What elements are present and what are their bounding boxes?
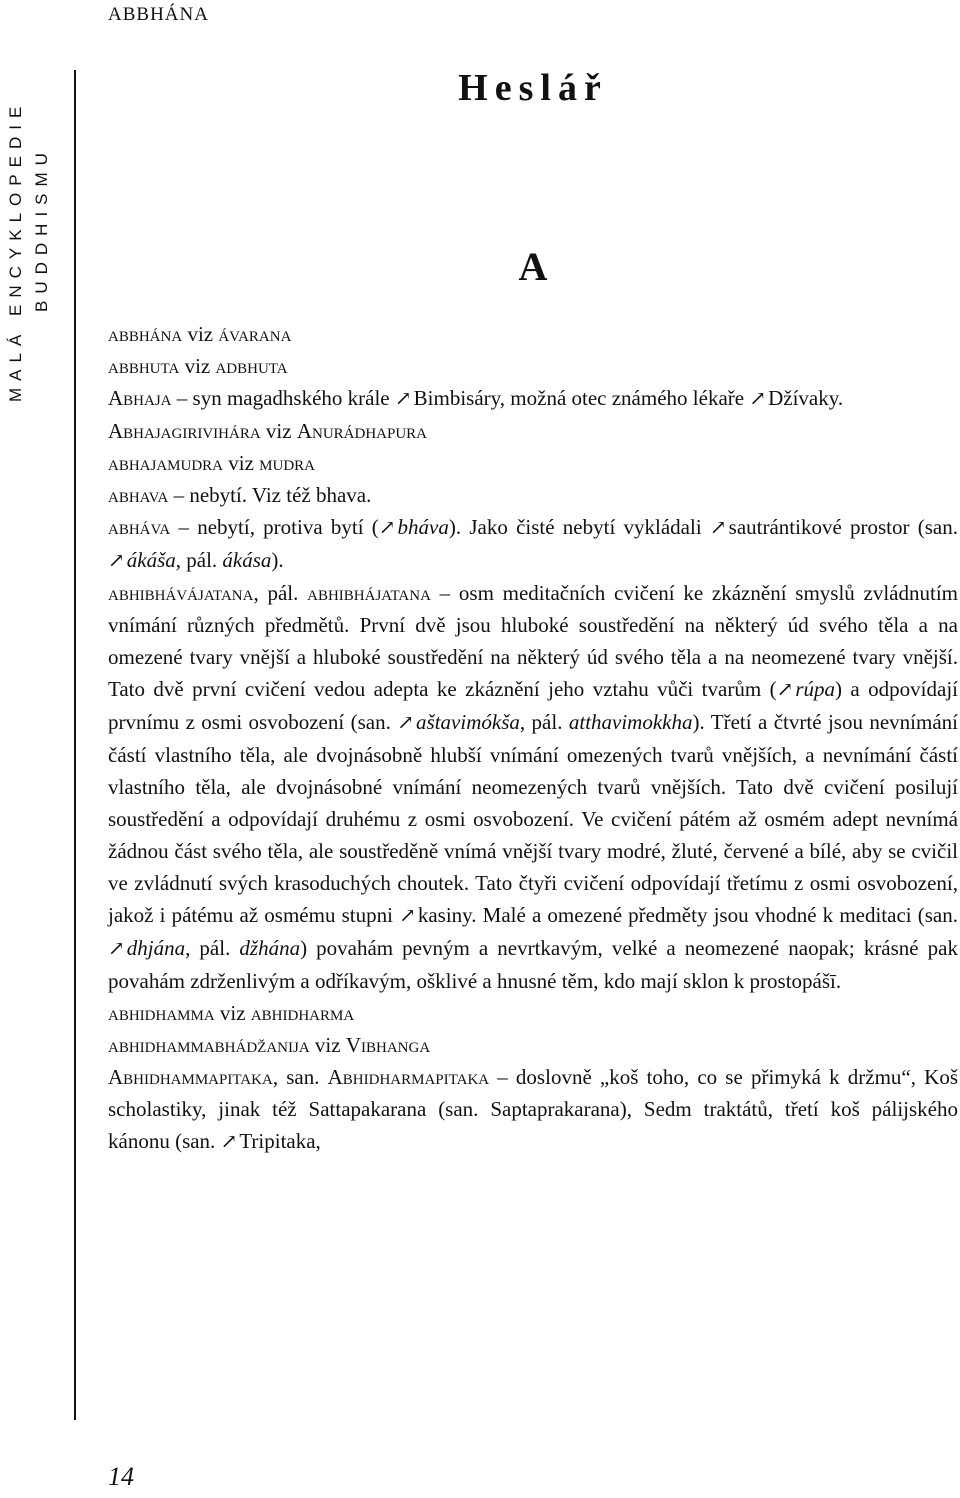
entry-abhaja [108, 382, 958, 415]
entry-headword: abhidhammabhádžanija [108, 1033, 310, 1057]
entry-term: bháva [397, 515, 449, 539]
cross-reference: mudra [259, 451, 316, 475]
entry-text: ). [271, 548, 284, 572]
cross-reference: Vibhanga [345, 1033, 431, 1057]
entry-text: Bimbisáry, možná otec známého lékaře [413, 386, 750, 410]
entry-term: rúpa [795, 677, 836, 701]
entry-text: , pál. [519, 710, 569, 734]
cross-reference: adbhuta [215, 354, 288, 378]
arrow-icon: ↗ [394, 388, 412, 410]
entry-abhidhammapitaka [108, 1061, 958, 1158]
arrow-icon: ↗ [108, 550, 125, 572]
arrow-icon: ↗ [108, 938, 125, 960]
entry-term: ákáša [126, 548, 176, 572]
entry-text: ). Jako čisté nebytí vykládali [448, 515, 710, 539]
entry-text: ) a odpovídají prvnímu z osmi osvobození (san. [108, 677, 958, 734]
arrow-icon: ↗ [378, 517, 396, 539]
running-head: ABBHÁNA [108, 4, 209, 25]
entry-text: sautrántikové prostor (san. [728, 515, 958, 539]
entry-abhajamudra [108, 447, 958, 479]
entry-headword: abbhuta [108, 354, 180, 378]
entry-abhidhamma [108, 997, 958, 1029]
side-title-line-2: BUDDHISMU [32, 146, 51, 312]
entry-abhava [108, 479, 958, 511]
entry-abhibhavajatana [108, 577, 958, 997]
entry-text: kasiny. Malé a omezené předměty jsou vhodné k meditaci (san. [417, 903, 958, 927]
section-letter: A [518, 244, 548, 289]
entry-text: Tripitaka, [239, 1129, 321, 1153]
entry-term: aštavimókša [416, 710, 520, 734]
entry-headword: Abhajagirivihára [108, 419, 261, 443]
arrow-icon: ↗ [397, 712, 415, 734]
entry-text: ) povahám pevným a nevrtkavým, velké a neomezené naopak; krásné pak povahám zdrženlivým a odříkavým, ošklivé a hnusné těm, kdo mají sklon k prostopášī. [108, 936, 959, 993]
entry-term: dhjána [126, 936, 186, 960]
entry-text: viz [223, 451, 260, 475]
cross-reference: Anurádhapura [296, 419, 428, 443]
entry-headword: Abhidhammapitaka [108, 1065, 273, 1089]
entry-abbhuta [108, 350, 958, 382]
entry-headword: abháva [108, 515, 171, 539]
entry-text: Džívaky. [768, 386, 844, 410]
entry-abhajagirivihara [108, 415, 958, 447]
entry-headword: Abhaja [108, 386, 172, 410]
cross-reference: ávarana [218, 322, 292, 346]
entries-list [108, 318, 958, 1158]
arrow-icon: ↗ [776, 679, 794, 701]
arrow-icon: ↗ [220, 1131, 238, 1153]
arrow-icon: ↗ [399, 905, 416, 927]
cross-reference: abhidharma [250, 1001, 355, 1025]
entry-abhava-2 [108, 511, 958, 577]
entry-headword-variant: Abhidharmapitaka [327, 1065, 490, 1089]
entry-term: džhána [239, 936, 301, 960]
entry-headword: abhibhávájatana [108, 581, 254, 605]
entry-term: ákása [222, 548, 272, 572]
entry-text: ). Třetí a čtvrté jsou nevnímání částí vlastního těla, ale dvojnásobně hlubší vnímání omezených tvarů vnějších, a nevnímání částí vlastního těla, ale dvojnásobné vnímání neomezených tvarů vnějších. Tato dvě cvičení posilují soustředění a odpovídají druhému z osmi osvobození. Ve cvičení pátém až osmém adept nevnímá žádnou část svého těla, ale soustředěně vnímá vnější tvary modré, žluté, červené a bílé, aby se cvičil ve zvládnutí svých krasoduchých choutek. Tato čtyři cvičení odpovídají třetímu z osmi osvobození, jakož i pátému až osmému stupni [108, 710, 959, 927]
entry-term: atthavimokkha [568, 710, 693, 734]
entry-text: viz [182, 322, 219, 346]
entry-text: viz [179, 354, 216, 378]
entry-text: viz [260, 419, 297, 443]
entry-text: , pál. [175, 548, 223, 572]
entry-headword: abbhána [108, 322, 183, 346]
entry-text: , san. [272, 1065, 328, 1089]
entry-text: – syn magadhského krále [171, 386, 395, 410]
entry-headword: abhajamudra [108, 451, 224, 475]
entry-text: – nebytí. Viz též bhava. [168, 483, 372, 507]
arrow-icon: ↗ [709, 517, 727, 539]
page-heading: Heslář [458, 67, 608, 109]
entry-text: viz [309, 1033, 346, 1057]
entry-headword-variant: abhibhájatana [307, 581, 431, 605]
vertical-rule [74, 70, 76, 1420]
entry-text: – osm meditačních cvičení ke zkáznění smyslů zvládnutím vnímání různých předmětů. První dvě jsou hluboké soustředění na některý úd svého těla a na omezené tvary vnější a hluboké soustředění na některý úd svého těla a na neomezené tvary vnější. Tato dvě první cvičení vedou adepta ke zkáznění jeho vztahu vůči tvarům ( [108, 581, 959, 701]
page-number: 14 [108, 1462, 134, 1491]
arrow-icon: ↗ [749, 388, 767, 410]
entry-text: – nebytí, protiva bytí ( [170, 515, 379, 539]
side-title [0, 50, 70, 410]
entry-headword: abhidhamma [108, 1001, 215, 1025]
entry-text: – doslovně „koš toho, co se přimyká k držmu“, Koš scholastiky, jinak též Sattapakarana (san. Saptaprakarana), Sedm traktátů, třetí koš pálijského kánonu (san. [108, 1065, 958, 1153]
entry-text: , pál. [185, 936, 240, 960]
entry-abbhana [108, 318, 958, 350]
entry-headword: abhava [108, 483, 169, 507]
entry-abhidhammabhadzanija [108, 1029, 958, 1061]
side-title-line-1: MALÁ ENCYKLOPEDIE [6, 99, 25, 402]
entry-text: viz [214, 1001, 251, 1025]
entry-text: , pál. [253, 581, 308, 605]
